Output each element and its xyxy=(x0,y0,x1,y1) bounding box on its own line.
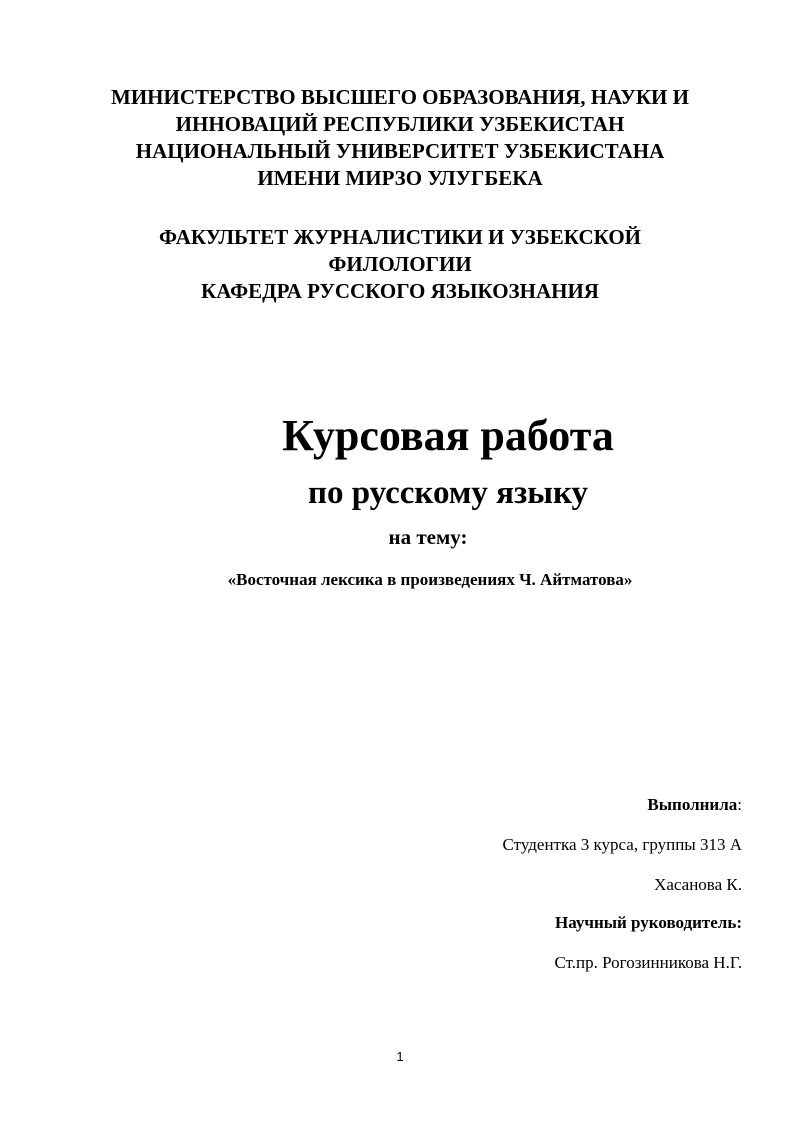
ministry-line-1: МИНИСТЕРСТВО ВЫСШЕГО ОБРАЗОВАНИЯ, НАУКИ И xyxy=(111,85,689,109)
performed-by-label xyxy=(647,795,742,815)
student-info: Студентка 3 курса, группы 313 А xyxy=(502,835,742,854)
theme-label: на тему: xyxy=(388,525,468,549)
ministry-line-2: ИННОВАЦИЙ РЕСПУБЛИКИ УЗБЕКИСТАН xyxy=(175,112,625,136)
document-title: Курсовая работа xyxy=(282,411,614,460)
university-line-2: ИМЕНИ МИРЗО УЛУГБЕКА xyxy=(257,166,543,190)
student-name: Хасанова К. xyxy=(654,875,742,894)
department-name: КАФЕДРА РУССКОГО ЯЗЫКОЗНАНИЯ xyxy=(201,279,599,303)
faculty-line-1: ФАКУЛЬТЕТ ЖУРНАЛИСТИКИ И УЗБЕКСКОЙ xyxy=(159,225,641,249)
document-subject: по русскому языку xyxy=(307,475,589,511)
page-number: 1 xyxy=(396,1049,404,1064)
performed-by-text: Выполнила xyxy=(647,795,738,814)
performed-by-colon: : xyxy=(737,795,742,814)
supervisor-name: Ст.пр. Рогозинникова Н.Г. xyxy=(554,953,742,972)
faculty-line-2: ФИЛОЛОГИИ xyxy=(328,252,472,276)
topic-title: «Восточная лексика в произведениях Ч. Айтматова» xyxy=(227,570,633,589)
university-line-1: НАЦИОНАЛЬНЫЙ УНИВЕРСИТЕТ УЗБЕКИСТАНА xyxy=(135,139,665,163)
supervisor-label: Научный руководитель: xyxy=(555,913,742,932)
